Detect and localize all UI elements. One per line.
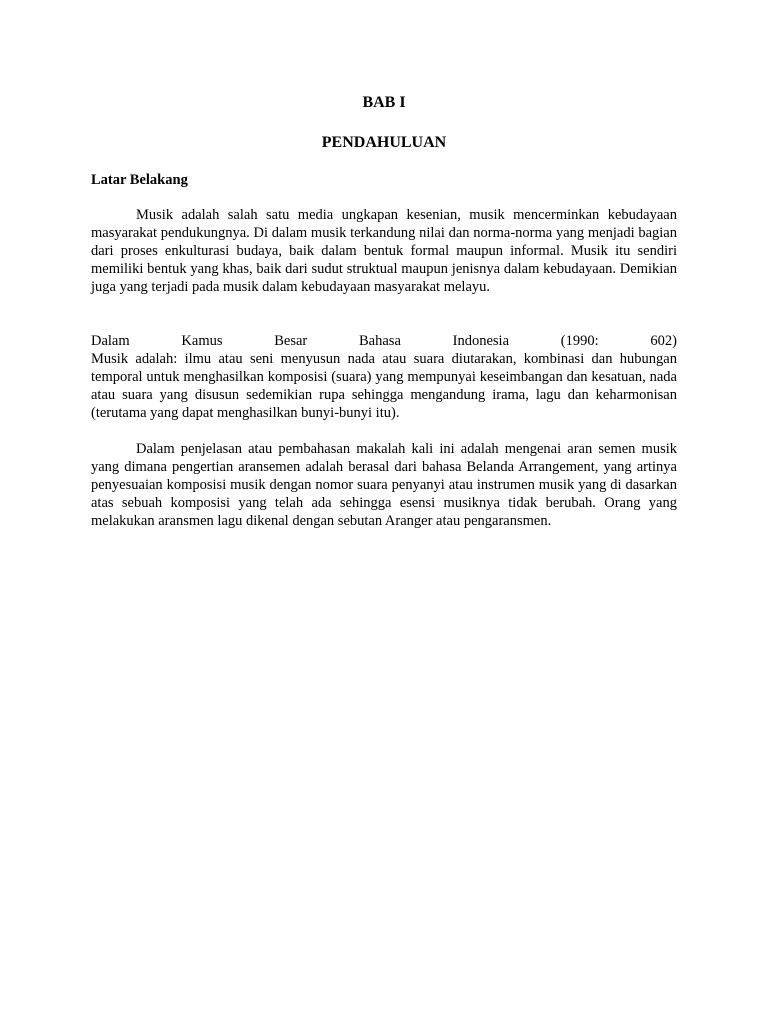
document-content <box>91 92 677 530</box>
kamus-word: Kamus <box>181 333 223 349</box>
kamus-word: 602) <box>650 333 677 349</box>
chapter-number: BAB I <box>362 94 406 111</box>
kamus-word: Dalam <box>91 333 130 349</box>
paragraph-musik-kesenian: Musik adalah salah satu media ungkapan kesenian, musik mencerminkan kebudayaan masyarakat pendukungnya. Di dalam musik terkandung nilai dan norma-norma yang menjadi bagian dari proses enkulturasi budaya, baik dalam bentuk formal maupun informal. Musik itu sendiri memiliki bentuk yang khas, baik dari sudut struktual maupun jenisnya dalam kebudayaan. Demikian juga yang terjadi pada musik dalam kebudayaan masyarakat melayu. <box>91 207 677 295</box>
kamus-word: Bahasa <box>359 333 401 349</box>
chapter-title: PENDAHULUAN <box>321 134 447 151</box>
kamus-definition-text: Musik adalah: ilmu atau seni menyusun nada atau suara diutarakan, kombinasi dan hubungan temporal untuk menghasilkan komposisi (suara) yang mempunyai keseimbangan dan kesatuan, nada atau suara yang disusun sedemikian rupa sehingga mengandung irama, lagu dan keharmonisan (terutama yang dapat menghasilkan bunyi-bunyi itu). <box>91 351 677 421</box>
paragraph-kamus-definition <box>91 332 677 422</box>
paragraph-aransemen: Dalam penjelasan atau pembahasan makalah kali ini adalah mengenai aran semen musik yang dimana pengertian aransemen adalah berasal dari bahasa Belanda Arrangement, yang artinya penyesuaian komposisi musik dengan nomor suara penyanyi atau instrumen musik yang di dasarkan atas sebuah komposisi yang telah ada sehingga esensi musiknya tidak berubah. Orang yang melakukan aransmen lagu dikenal dengan sebutan Aranger atau pengaransmen. <box>91 441 677 529</box>
section-heading: Latar Belakang <box>91 172 188 188</box>
kamus-word: (1990: <box>560 333 599 349</box>
kamus-word: Besar <box>274 333 308 349</box>
kamus-word: Indonesia <box>452 333 510 349</box>
kamus-citation-line <box>91 332 677 350</box>
